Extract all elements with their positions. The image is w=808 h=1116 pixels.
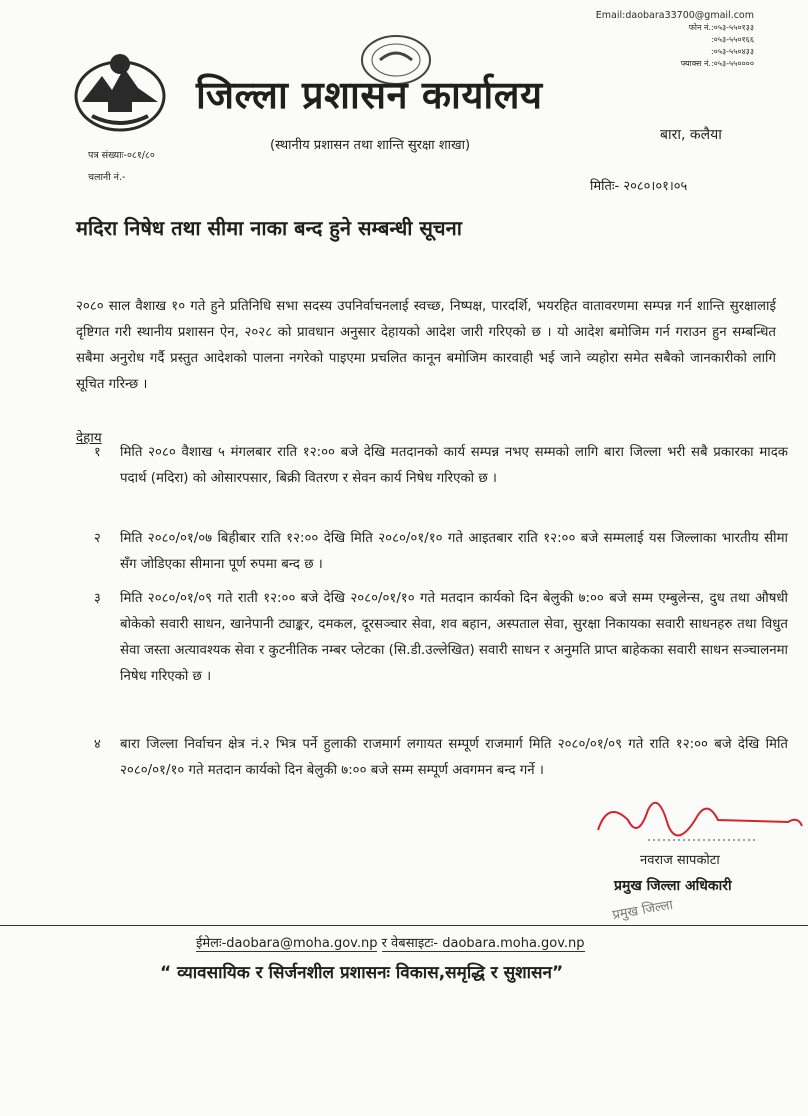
branch-name: (स्थानीय प्रशासन तथा शान्ति सुरक्षा शाखा) xyxy=(270,138,471,153)
footer-contact xyxy=(196,933,585,951)
notice-date: मितिः- २०८०।०१।०५ xyxy=(590,179,688,194)
order-item-text: मिति २०८०/०१/०७ बिहीबार राति १२:०० देखि मिति २०८०/०१/१० गते आइतबार राति १२:०० बजे सम्मलाई यस जिल्लाका भारतीय सीमा सँग जोडिएका सीमाना पूर्ण रुपमा बन्द छ । xyxy=(120,531,788,572)
office-title: जिल्ला प्रशासन कार्यालय xyxy=(196,73,543,117)
footer-slogan: “ व्यावसायिक र सिर्जनशील प्रशासनः विकास,समृद्धि र सुशासन” xyxy=(160,963,564,983)
order-item-number: १ xyxy=(94,445,101,460)
order-item-text: मिति २०८० वैशाख ५ मंगलबार राति १२:०० बजे देखि मतदानको कार्य सम्पन्न नभए सम्मको लागि बारा जिल्ला भरी सबै प्रकारका मादक पदार्थ (मदिरा) को ओसारपसार, बिक्री वितरण र सेवन कार्य निषेध गरिएको छ । xyxy=(120,445,788,486)
signer-name: नवराज सापकोटा xyxy=(640,853,720,868)
order-item-number: २ xyxy=(94,531,101,546)
intro-paragraph: २०८० साल वैशाख १० गते हुने प्रतिनिधि सभा सदस्य उपनिर्वाचनलाई स्वच्छ, निष्पक्ष, पारदर्शि, भयरहित वातावरणमा सम्पन्न गर्न शान्ति सुरक्षालाई दृष्टिगत गरी स्थानीय प्रशासन ऐन, २०२८ को प्रावधान अनुसार देहायको आदेश जारी गरिएको छ । यो आदेश बमोजिम गर्न गराउन हुन सम्बन्धित सबैमा अनुरोध गर्दै प्रस्तुत आदेशको पालना नगरेको पाइएमा प्रचलित कानून बमोजिम कारवाही भई जाने व्यहोरा समेत सबैको जानकारीको लागि सूचित गरिन्छ । xyxy=(76,299,776,392)
order-item-number: ३ xyxy=(94,591,101,606)
dispatch-number: चलानी नं.- xyxy=(88,172,126,183)
contact-phone-1: फोन नं.:०५३-५५०१३३ xyxy=(688,23,754,32)
notice-heading: मदिरा निषेध तथा सीमा नाका बन्द हुने सम्बन्धी सूचना xyxy=(76,216,462,240)
footer-website: र वेबसाइटः- daobara.moha.gov.np xyxy=(381,936,585,951)
nepal-emblem-icon xyxy=(72,46,168,134)
contact-phone-3: :०५३-५५०४३३ xyxy=(710,47,754,56)
reference-number: पत्र संख्याः-०८१/८० xyxy=(88,150,155,161)
footer-divider xyxy=(0,925,808,926)
contact-fax: फ्याक्स नं.:०५३-५५०००० xyxy=(680,59,754,68)
contact-email: Email:daobara33700@gmail.com xyxy=(595,10,754,21)
order-item-text: बारा जिल्ला निर्वाचन क्षेत्र नं.२ भित्र पर्ने हुलाकी राजमार्ग लगायत सम्पूर्ण राजमार्ग मिति २०८०/०१/०९ गते राति १२:०० बजे देखि मिति २०८०/०१/१० गते मतदान कार्यको दिन बेलुकी ७:०० बजे सम्म सम्पूर्ण अवगमन बन्द गर्ने । xyxy=(120,737,788,778)
order-item-number: ४ xyxy=(94,737,101,752)
contact-block xyxy=(596,10,754,70)
footer-email: ईमेलः-daobara@moha.gov.np xyxy=(196,936,378,951)
contact-phone-2: :०५३-५५०१६६ xyxy=(710,35,754,44)
dehay-label: देहाय xyxy=(76,430,102,446)
order-item-text: मिति २०८०/०१/०९ गते राती १२:०० बजे देखि २०८०/०१/१० गते मतदान कार्यको दिन बेलुकी ७:०० बजे सम्म एम्बुलेन्स, दुध तथा औषधी बोकेको सवारी साधन, खानेपानी ट्याङ्कर, दमकल, दूरसञ्चार सेवा, शव बहान, अस्पताल सेवा, सुरक्षा निकायका सवारी साधनहरु तथा विधुत सेवा जस्ता अत्यावश्यक सेवा र कुटनीतिक नम्बर प्लेटका (सि.डी.उल्लेखित) सवारी साधन र अनुमति प्राप्त बाहेकका सवारी साधन सञ्चालनमा निषेध गरिएको छ । xyxy=(120,591,788,684)
seal-stamp: प्रमुख जिल्ला xyxy=(611,897,675,924)
signer-title: प्रमुख जिल्ला अधिकारी xyxy=(614,878,732,894)
office-location: बारा, कलैया xyxy=(660,127,722,143)
